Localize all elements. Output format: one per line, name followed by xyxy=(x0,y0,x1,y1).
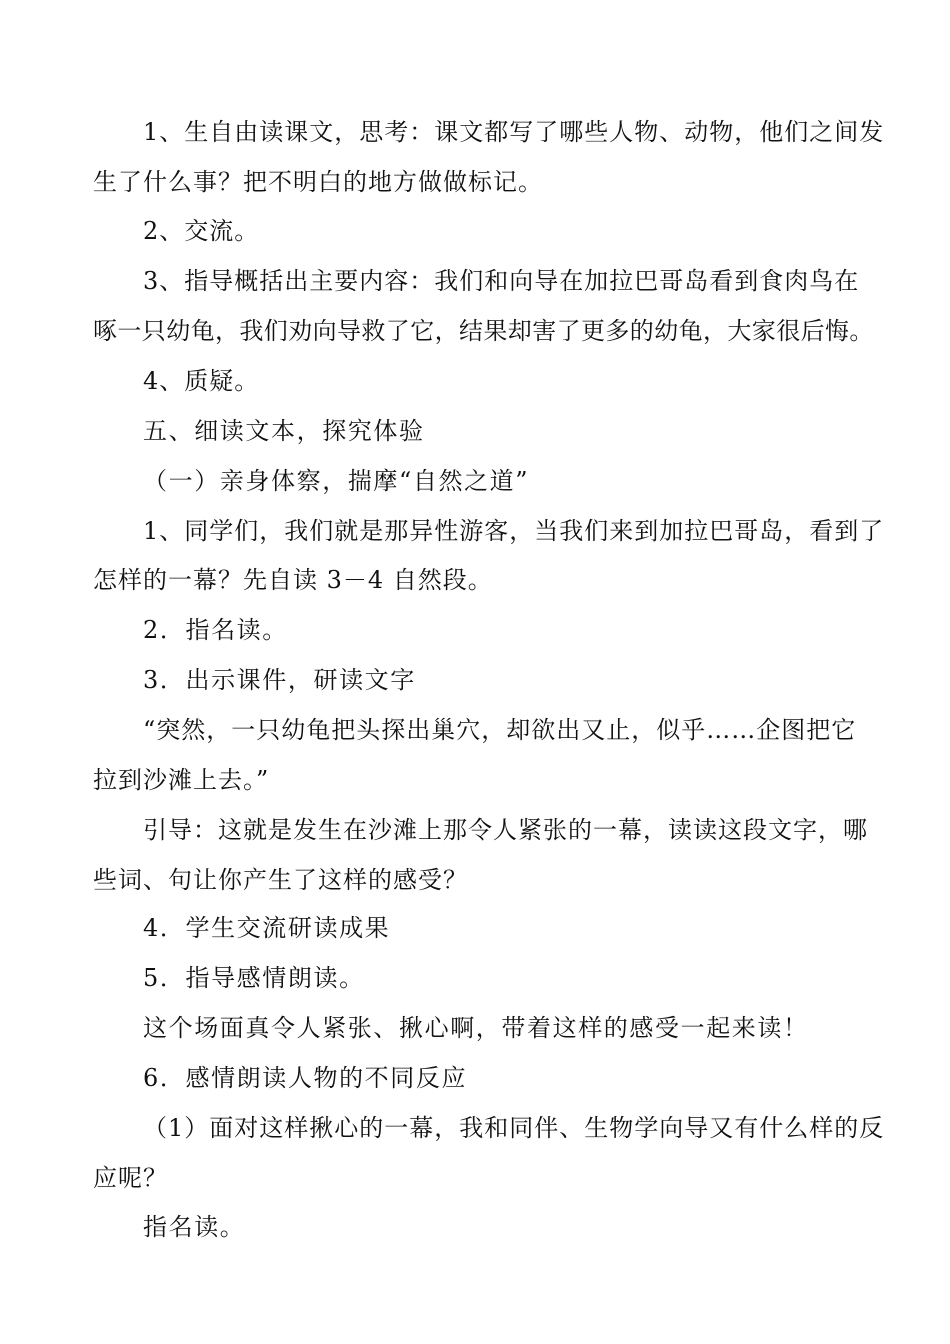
text-line: 1、生自由读课文，思考：课文都写了哪些人物、动物，他们之间发 xyxy=(143,118,885,146)
quote-line: “突然，一只幼龟把头探出巢穴，却欲出又止，似乎……企图把它 xyxy=(143,716,857,744)
text-line: 指名读。 xyxy=(143,1213,246,1241)
text-line: 2、交流。 xyxy=(143,217,260,245)
text-line: 生了什么事？把不明白的地方做做标记。 xyxy=(93,168,543,196)
text-line: 3．出示课件，研读文字 xyxy=(143,666,416,694)
text-line: 6．感情朗读人物的不同反应 xyxy=(143,1064,468,1092)
text-line: 5．指导感情朗读。 xyxy=(143,964,365,992)
section-heading: 五、细读文本，探究体验 xyxy=(143,417,425,445)
text-line: （1）面对这样揪心的一幕，我和同伴、生物学向导又有什么样的反 xyxy=(143,1114,885,1142)
text-line: 啄一只幼龟，我们劝向导救了它，结果却害了更多的幼龟，大家很后悔。 xyxy=(93,317,874,345)
subsection-heading: （一）亲身体察，揣摩“自然之道” xyxy=(143,467,530,495)
text-line: 引导：这就是发生在沙滩上那令人紧张的一幕，读读这段文字，哪 xyxy=(143,816,868,844)
text-line: 怎样的一幕？先自读 3－4 自然段。 xyxy=(93,566,493,594)
text-line: 4、质疑。 xyxy=(143,367,260,395)
quote-line: 拉到沙滩上去。” xyxy=(93,766,270,794)
text-line: 1、同学们，我们就是那异性游客，当我们来到加拉巴哥岛，看到了 xyxy=(143,517,885,545)
text-line: 3、指导概括出主要内容：我们和向导在加拉巴哥岛看到食肉鸟在 xyxy=(143,267,860,295)
text-line: 应呢？ xyxy=(93,1164,168,1192)
text-line: 些词、句让你产生了这样的感受？ xyxy=(93,866,468,894)
text-line: 4．学生交流研读成果 xyxy=(143,914,391,942)
text-line: 2．指名读。 xyxy=(143,616,288,644)
text-line: 这个场面真令人紧张、揪心啊，带着这样的感受一起来读！ xyxy=(143,1014,809,1042)
